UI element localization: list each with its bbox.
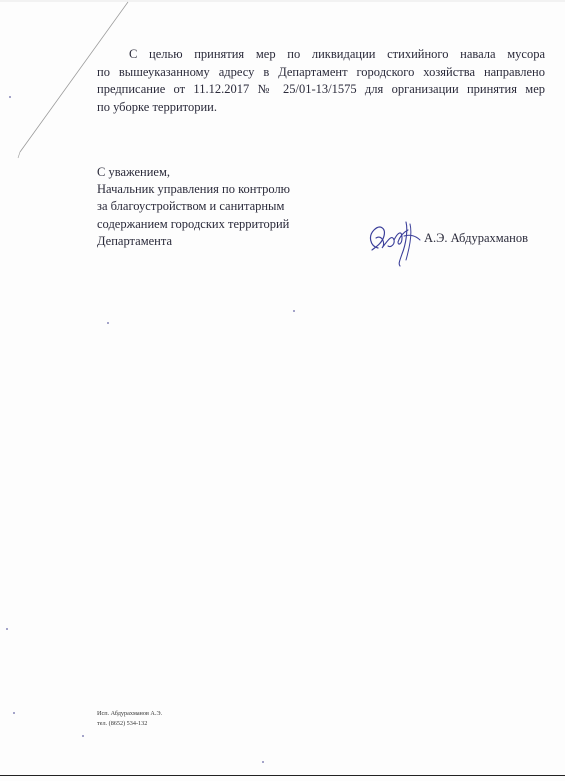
executor-footer [97,709,162,729]
paragraph-line: по уборке территории. [97,99,217,114]
scan-speck [262,761,264,763]
letter-body [97,46,545,116]
executor-name: Исп. Абдурахманов А.Э. [97,710,163,717]
signer-position-line: Департамента [97,233,173,248]
scan-speck [6,628,8,630]
scan-speck [293,310,295,312]
scan-speck [107,322,109,324]
body-paragraph [97,46,545,116]
scan-speck [9,96,11,98]
paragraph-line: предписание от 11.12.2017 № 25/01-13/1575 для организации принятия мер [97,82,545,96]
handwritten-signature [364,210,424,270]
signer-position-line: содержанием городских территорий [97,216,290,231]
paragraph-line: по вышеуказанному адресу в Департамент городского хозяйства направлено [97,64,545,79]
signer-position-line: Начальник управления по контролю [97,182,291,197]
executor-phone: тел. (8652) 534-132 [97,720,148,727]
scan-speck [82,735,84,737]
signer-position-line: за благоустройством и санитарным [97,199,285,214]
signature-block [97,164,290,250]
page-bottom-edge [0,775,565,776]
signer-name: А.Э. Абдурахманов [424,231,528,245]
salutation: С уважением, [97,165,170,179]
scan-speck [13,712,15,714]
paragraph-line: С целью принятия мер по ликвидации стихийного навала мусора [129,47,545,61]
